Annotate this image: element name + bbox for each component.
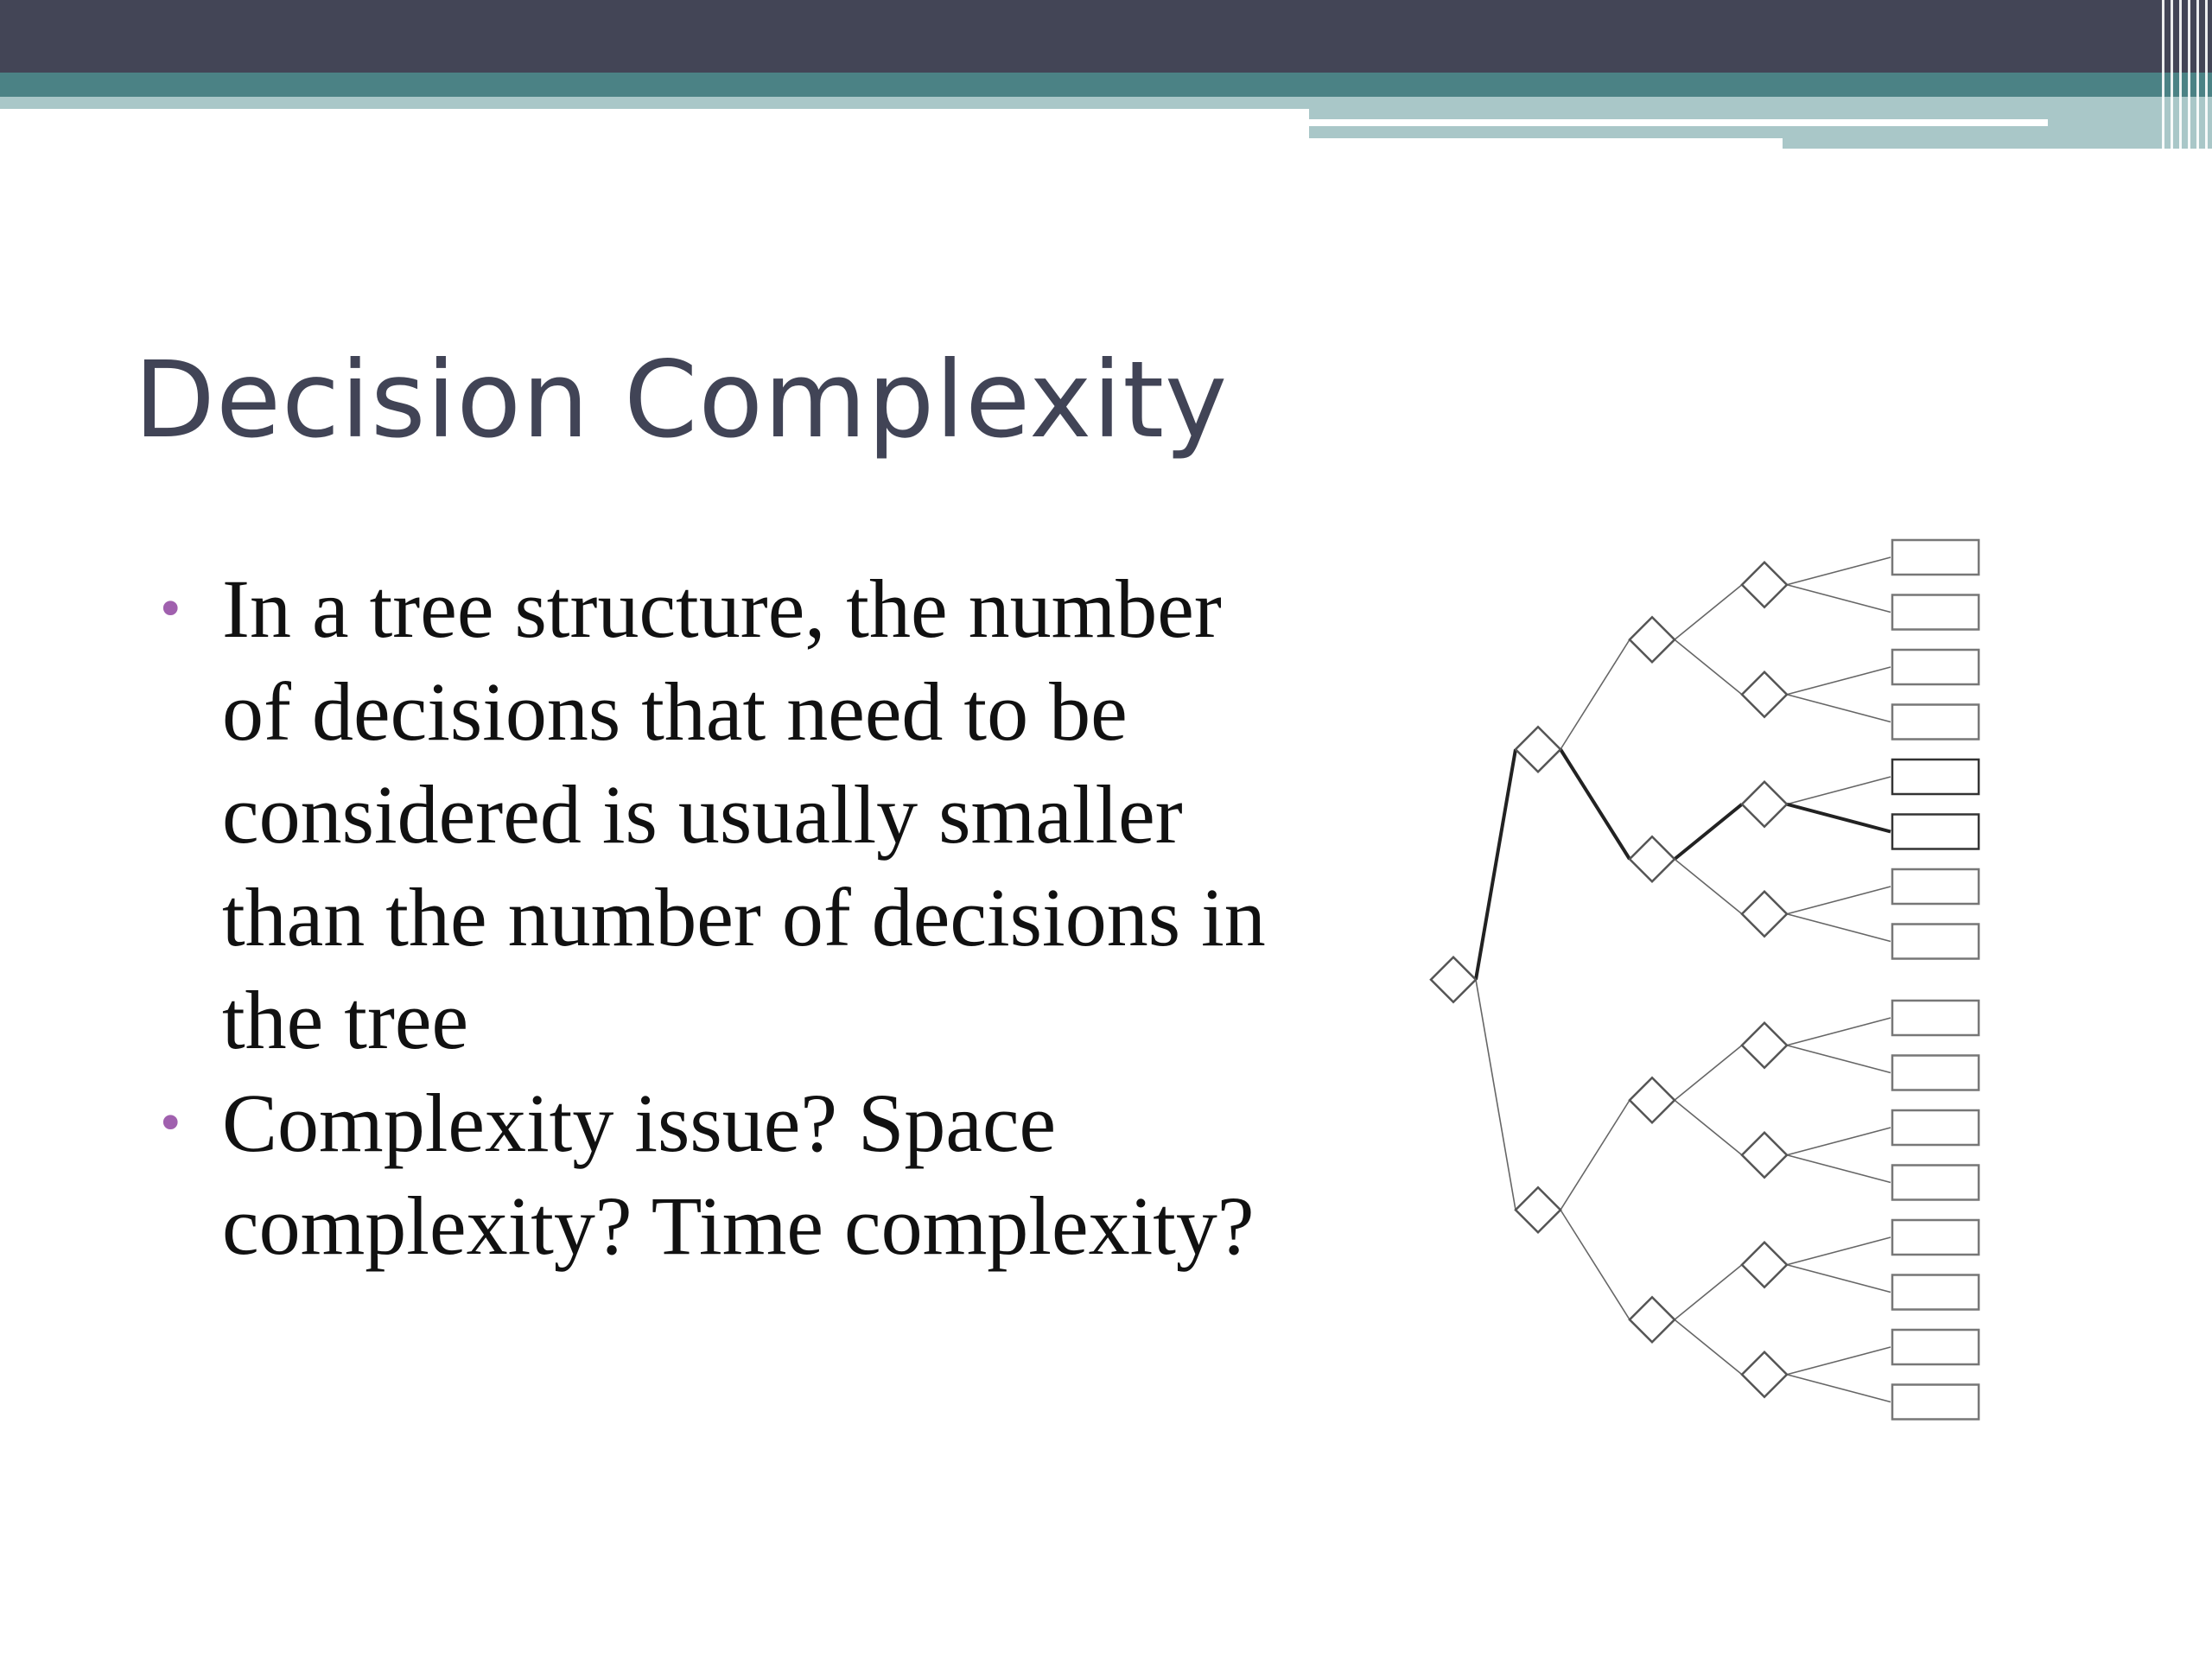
outcome-box (1892, 540, 1979, 575)
tree-edge (1675, 804, 1742, 860)
tree-edge (1675, 1319, 1742, 1375)
tree-edge (1787, 1375, 1891, 1402)
header-line (1309, 138, 1783, 149)
tree-edge (1787, 667, 1891, 695)
tree-edge (1787, 695, 1891, 722)
decision-node (1630, 836, 1675, 881)
header-band-dark (0, 0, 2212, 73)
header-line (1309, 119, 2048, 126)
tree-edge (1787, 804, 1891, 832)
tree-edge (1787, 1347, 1891, 1375)
decision-node (1742, 563, 1787, 607)
decision-node (1630, 617, 1675, 662)
tree-edge (1675, 1265, 1742, 1320)
outcome-box (1892, 595, 1979, 630)
decision-node (1742, 782, 1787, 827)
tree-edge (1675, 1046, 1742, 1101)
tree-edge (1787, 557, 1891, 585)
decision-node (1630, 1077, 1675, 1122)
tree-edge (1560, 1100, 1630, 1210)
decision-node (1742, 1243, 1787, 1287)
slide-title: Decision Complexity (134, 339, 1229, 461)
outcome-box (1892, 650, 1979, 684)
outcome-box (1892, 1275, 1979, 1310)
decision-node (1516, 1187, 1560, 1232)
tree-edge (1787, 1018, 1891, 1046)
outcome-box (1892, 1385, 1979, 1420)
outcome-box (1892, 815, 1979, 849)
tree-edge (1476, 749, 1516, 980)
tree-edge (1675, 859, 1742, 914)
outcome-box (1892, 705, 1979, 740)
tree-edge (1787, 1128, 1891, 1155)
decision-node (1431, 957, 1476, 1002)
header-edge-stripes (2152, 0, 2212, 149)
tree-edge (1787, 1237, 1891, 1265)
header-band-light (0, 97, 1309, 109)
tree-edge (1787, 1265, 1891, 1293)
tree-edge (1787, 585, 1891, 613)
outcome-box (1892, 1110, 1979, 1145)
outcome-box (1892, 1220, 1979, 1255)
tree-edge (1787, 887, 1891, 914)
decision-node (1742, 892, 1787, 937)
outcome-box (1892, 1056, 1979, 1090)
tree-edge (1787, 777, 1891, 804)
outcome-box (1892, 760, 1979, 794)
tree-edge (1675, 639, 1742, 695)
bullet-list (160, 557, 1300, 1277)
decision-node (1516, 727, 1560, 772)
decision-node (1742, 672, 1787, 717)
tree-edge (1787, 1155, 1891, 1183)
tree-edge (1560, 749, 1630, 859)
decision-node (1742, 1023, 1787, 1068)
tree-edge (1787, 1046, 1891, 1073)
outcome-box (1892, 1166, 1979, 1200)
tree-edge (1675, 585, 1742, 640)
tree-edge (1560, 1210, 1630, 1319)
decision-node (1630, 1297, 1675, 1342)
outcome-box (1892, 1001, 1979, 1035)
header-band-teal (0, 73, 2212, 97)
bullet-item: • In a tree structure, the number of decisions that need to be considered is usually smaller than the number of decisions in the tree (160, 557, 1300, 1071)
outcome-box (1892, 1330, 1979, 1364)
decision-node (1742, 1352, 1787, 1397)
tree-edge (1675, 1100, 1742, 1155)
tree-edge (1476, 980, 1516, 1211)
tree-edge (1787, 914, 1891, 942)
outcome-box (1892, 925, 1979, 959)
decision-node (1742, 1133, 1787, 1178)
outcome-box (1892, 869, 1979, 904)
bullet-item: • Complexity issue? Space complexity? Time complexity? (160, 1071, 1300, 1277)
decision-tree-diagram (1382, 518, 1987, 1434)
tree-edge (1560, 639, 1630, 749)
